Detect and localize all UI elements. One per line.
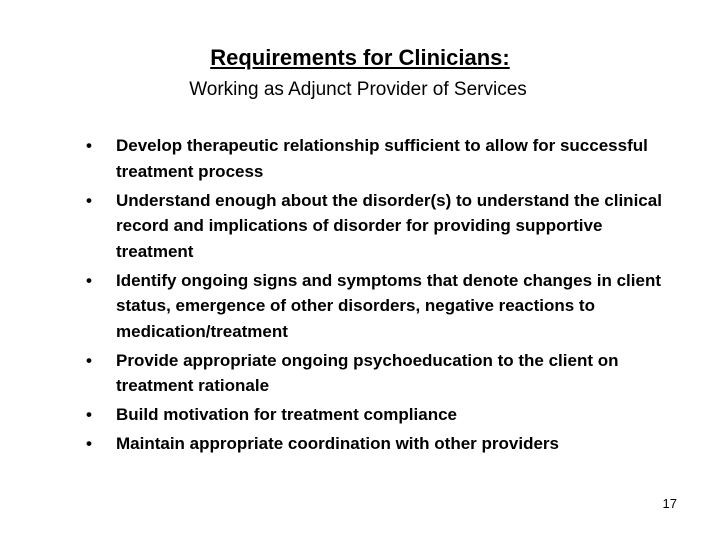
bullet-item <box>84 402 684 428</box>
bullet-item <box>84 431 684 457</box>
bullet-item <box>84 133 684 184</box>
bullet-icon: • <box>86 190 92 210</box>
bullet-text: Develop therapeutic relationship sufficient to allow for successful treatment process <box>116 136 648 181</box>
bullet-icon: • <box>86 136 92 155</box>
bullet-text: Identify ongoing signs and symptoms that denote changes in client status, emergence of other disorders, negative reactions to medication/treatment <box>116 270 661 341</box>
bullet-text: Maintain appropriate coordination with other providers <box>116 434 559 453</box>
bullet-item <box>84 268 684 345</box>
page-number: 17 <box>662 496 677 511</box>
slide-title: Requirements for Clinicians: <box>210 45 510 70</box>
bullet-item <box>84 348 684 399</box>
slide-subtitle: Working as Adjunct Provider of Services <box>189 79 527 100</box>
bullet-icon: • <box>86 405 92 424</box>
bullet-icon: • <box>86 270 92 290</box>
bullet-item <box>84 188 684 265</box>
bullet-icon: • <box>86 434 92 453</box>
bullet-text: Build motivation for treatment compliance <box>116 405 457 424</box>
bullet-list <box>84 133 684 460</box>
bullet-icon: • <box>86 350 92 370</box>
bullet-text: Understand enough about the disorder(s) to understand the clinical record and implications of disorder for providing supportive treatment <box>116 190 662 261</box>
bullet-text: Provide appropriate ongoing psychoeducation to the client on treatment rationale <box>116 350 619 395</box>
